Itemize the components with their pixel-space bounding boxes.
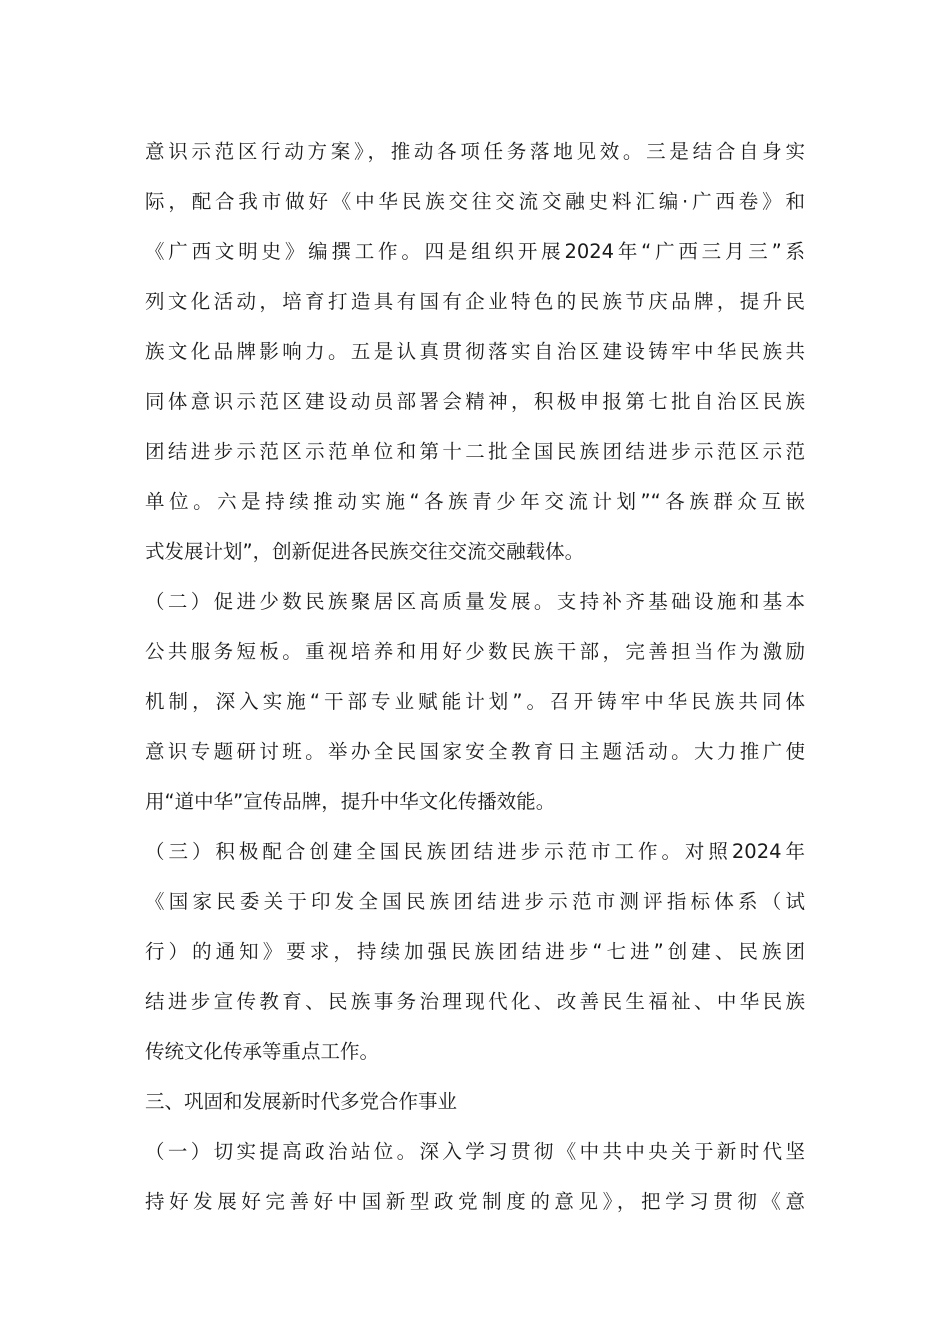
paragraph-line: （二）促进少数民族聚居区高质量发展。支持补齐基础设施和基本 <box>145 590 805 613</box>
paragraph-line: 族文化品牌影响力。五是认真贯彻落实自治区建设铸牢中华民族共 <box>145 340 805 363</box>
paragraph-line: 式发展计划”，创新促进各民族交往交流交融载体。 <box>145 540 585 563</box>
paragraph-line: 同体意识示范区建设动员部署会精神，积极申报第七批自治区民族 <box>145 390 805 413</box>
paragraph-line: 公共服务短板。重视培养和用好少数民族干部，完善担当作为激励 <box>145 640 805 663</box>
paragraph-line: 际，配合我市做好《中华民族交往交流交融史料汇编·广西卷》和 <box>145 190 805 213</box>
paragraph-line: （一）切实提高政治站位。深入学习贯彻《中共中央关于新时代坚 <box>145 1140 805 1163</box>
paragraph-line: 团结进步示范区示范单位和第十二批全国民族团结进步示范区示范 <box>145 440 805 463</box>
paragraph-line: 《广西文明史》编撰工作。四是组织开展2024年“广西三月三”系 <box>145 240 805 263</box>
paragraph-line: 单位。六是持续推动实施“各族青少年交流计划”“各族群众互嵌 <box>145 490 805 513</box>
section-heading: 三、巩固和发展新时代多党合作事业 <box>145 1090 458 1113</box>
paragraph-line: 行）的通知》要求，持续加强民族团结进步“七进”创建、民族团 <box>145 940 805 963</box>
paragraph-line: 用“道中华”宣传品牌，提升中华文化传播效能。 <box>145 790 556 813</box>
paragraph-line: 机制，深入实施“干部专业赋能计划”。召开铸牢中华民族共同体 <box>145 690 805 713</box>
paragraph-line: （三）积极配合创建全国民族团结进步示范市工作。对照2024年 <box>145 840 805 863</box>
paragraph-line: 持好发展好完善好中国新型政党制度的意见》，把学习贯彻《意 <box>145 1190 805 1213</box>
paragraph-line: 列文化活动，培育打造具有国有企业特色的民族节庆品牌，提升民 <box>145 290 805 313</box>
paragraph-line: 《国家民委关于印发全国民族团结进步示范市测评指标体系（试 <box>145 890 805 913</box>
paragraph-line: 传统文化传承等重点工作。 <box>145 1040 380 1063</box>
paragraph-line: 意识专题研讨班。举办全民国家安全教育日主题活动。大力推广使 <box>145 740 805 763</box>
paragraph-line: 意识示范区行动方案》，推动各项任务落地见效。三是结合自身实 <box>145 140 805 163</box>
paragraph-line: 结进步宣传教育、民族事务治理现代化、改善民生福祉、中华民族 <box>145 990 805 1013</box>
